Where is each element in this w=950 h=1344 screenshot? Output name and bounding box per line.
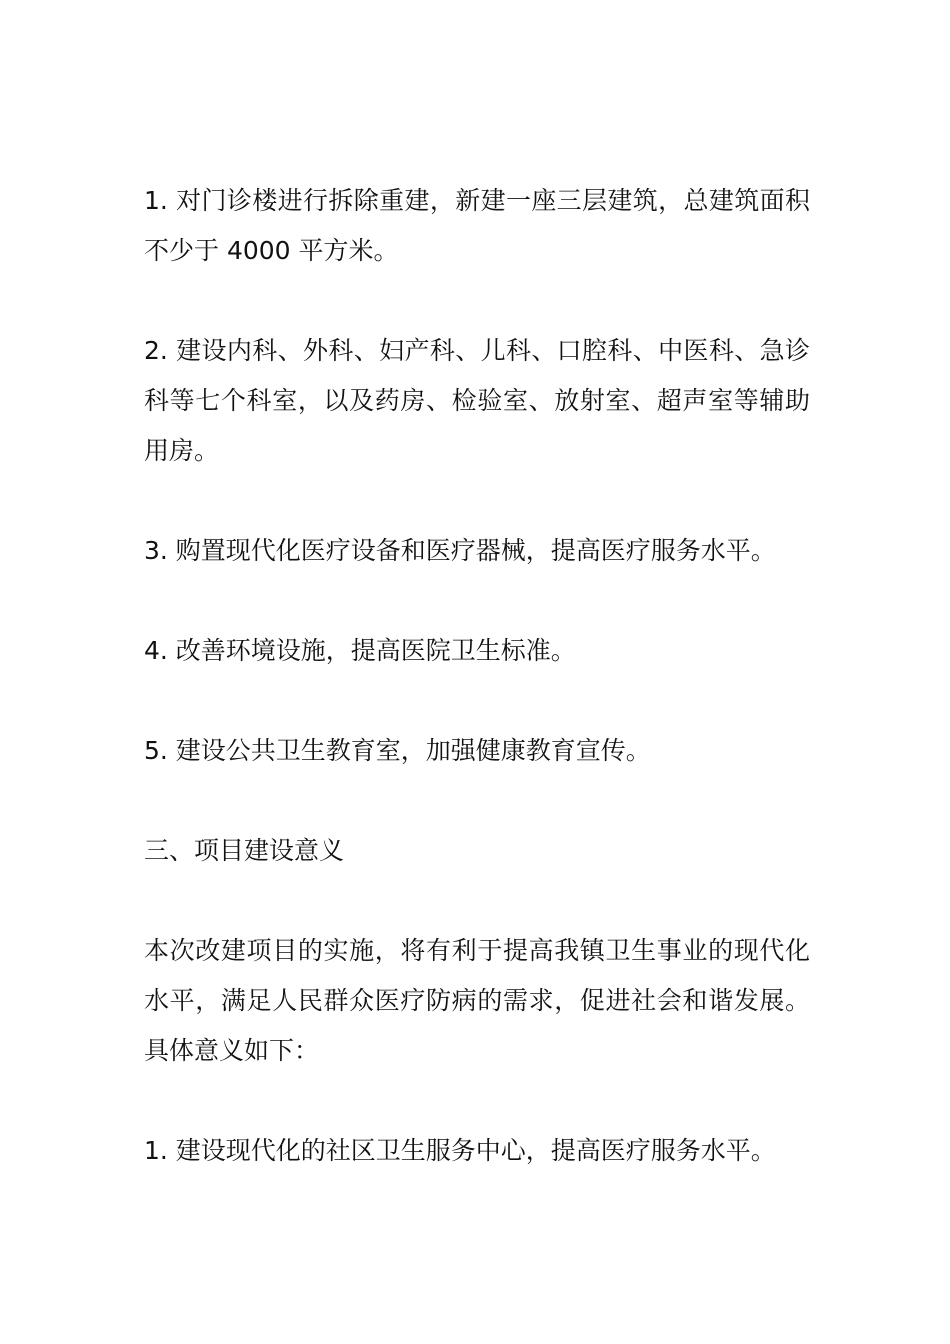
section-heading-significance: 三、项目建设意义 bbox=[144, 836, 345, 865]
list-item-environment: 4. 改善环境设施，提高医院卫生标准。 bbox=[144, 636, 576, 665]
list-item-departments: 2. 建设内科、外科、妇产科、儿科、口腔科、中医科、急诊科等七个科室，以及药房、检验室、放射室、超声室等辅助用房。 bbox=[144, 336, 810, 465]
list-item-demolish-rebuild: 1. 对门诊楼进行拆除重建，新建一座三层建筑，总建筑面积不少于 4000 平方米。 bbox=[144, 186, 810, 265]
list-item-community-center: 1. 建设现代化的社区卫生服务中心，提高医疗服务水平。 bbox=[144, 1136, 776, 1165]
document-body bbox=[144, 176, 810, 1226]
body-paragraph-significance: 本次改建项目的实施，将有利于提高我镇卫生事业的现代化水平，满足人民群众医疗防病的需求，促进社会和谐发展。具体意义如下： bbox=[144, 936, 810, 1065]
list-item-health-education: 5. 建设公共卫生教育室，加强健康教育宣传。 bbox=[144, 736, 651, 765]
list-item-equipment: 3. 购置现代化医疗设备和医疗器械，提高医疗服务水平。 bbox=[144, 536, 776, 565]
